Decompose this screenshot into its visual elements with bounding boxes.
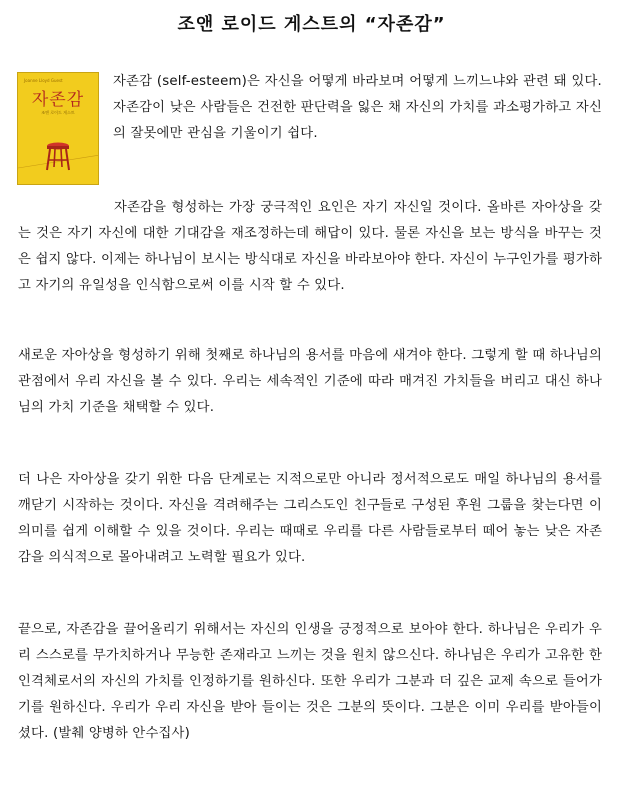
book-cover-subtitle: 조앤 로이드 게스트 [41,110,75,115]
stool-illustration [18,73,99,185]
document-title: 조앤 로이드 게스트의 “자존감” [177,14,446,35]
paragraph-5: 끝으로, 자존감을 끌어올리기 위해서는 자신의 인생을 긍정적으로 보아야 한다. 하나님은 우리가 우리 스스로를 무가치하거나 무능한 존재라고 느끼는 것을 원치 않으신다. 하나님은 우리가 고유한 한 인격체로서의 자신의 가치를 인정하기를 원하신다. 또한 우리가 그분과 더 깊은 교제 속으로 들어가기를 원하신다. 우리가 우리 자신을 받아 들이는 것은 그분의 뜻이다. 그분은 이미 우리를 받아들이셨다. (발췌 양병하 안수집사) [18,622,602,741]
paragraph-4: 더 나은 자아상을 갖기 위한 다음 단계로는 지적으로만 아니라 정서적으로도 매일 하나님의 용서를 깨닫기 시작하는 것이다. 자신을 격려해주는 그리스도인 친구들로 구성된 후원 그룹을 찾는다면 이 의미를 쉽게 이해할 수 있을 것이다. 우리는 때때로 우리를 다른 사람들로부터 떼어 놓는 낮은 자존감을 의식적으로 몰아내려고 노력할 필요가 있다. [18,472,602,565]
book-cover-author-en: Joanne Lloyd Guest [24,78,63,83]
paragraph-1: 자존감 (self-esteem)은 자신을 어떻게 바라보며 어떻게 느끼느냐와 관련 돼 있다. 자존감이 낮은 사람들은 건전한 판단력을 잃은 채 자신의 가치를 과소평가하고 자신의 잘못에만 관심을 기울이기 쉽다. [113,74,602,141]
paragraph-2 [18,195,602,299]
paragraph-3: 새로운 자아상을 형성하기 위해 첫째로 하나님의 용서를 마음에 새겨야 한다. 그렇게 할 때 하나님의 관점에서 우리 자신을 볼 수 있다. 우리는 세속적인 기준에 따라 매겨진 가치들을 버리고 대신 하나님의 가치 기준을 채택할 수 있다. [18,348,602,415]
paragraph-2-text: 자존감을 형성하는 가장 궁극적인 요인은 자기 자신일 것이다. 올바른 자아상을 갖는 것은 자기 자신에 대한 기대감을 재조정하는데 해답이 있다. 물론 자신을 보는 방식을 바꾸는 것은 쉽지 않다. 이제는 하나님이 보시는 방식대로 자신을 바라보아야 한다. 자신이 누구인가를 평가하고 자기의 유일성을 인식함으로써 이를 시작 할 수 있다. [18,200,602,293]
book-cover-image [17,72,99,185]
book-cover-title: 자존감 [31,90,85,110]
